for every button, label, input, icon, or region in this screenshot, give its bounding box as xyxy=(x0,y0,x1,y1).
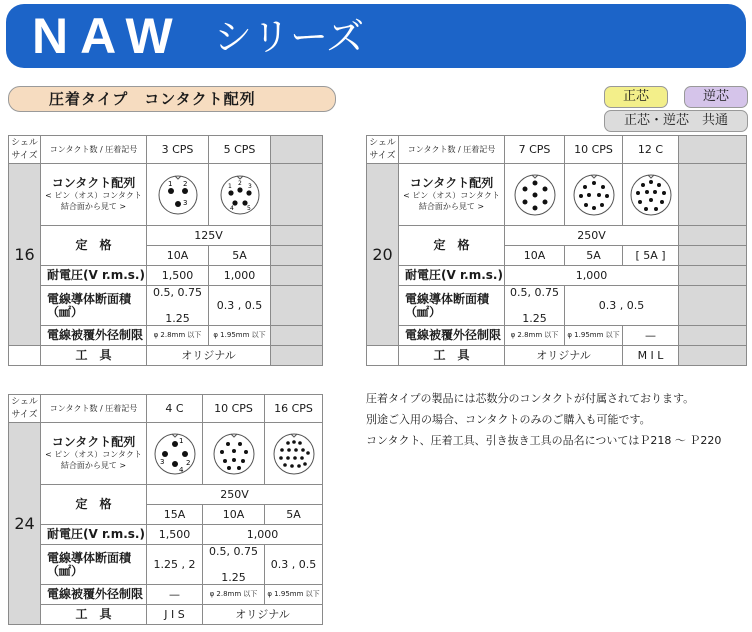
section-title: 圧着タイプ コンタクト配列 xyxy=(8,86,336,112)
pin-diagram-10cps xyxy=(565,164,623,226)
svg-text:3: 3 xyxy=(159,457,164,466)
svg-text:2: 2 xyxy=(182,179,187,188)
tool-value: オリジナル xyxy=(203,605,323,625)
pin-diagram-5cps xyxy=(209,164,271,226)
note-line-3: コンタクト、圧着工具、引き抜き工具の品名についてはＰ218 ～ Ｐ220 xyxy=(366,434,722,447)
outer-label: 電線被覆外径制限 xyxy=(399,326,505,346)
voltage-label: 耐電圧(V r.m.s.) xyxy=(41,525,147,545)
col-10cps: 10 CPS xyxy=(203,395,265,423)
rating-current: 5A xyxy=(565,246,623,266)
col-12c: 12 C xyxy=(623,136,679,164)
outer-value: φ 1.95mm 以下 xyxy=(565,326,623,346)
table-size-20: シェル サイズ コンタクト数 / 圧着記号 7 CPS 10 CPS 12 C 20 コンタクト配列 < ピン（オス）コンタクト 結合面から見て > 定 格 250V 10A 5A [ 5A ] 耐電圧(V r.m.s.) 1,000 電線導体断面積（㎟） 0.5, 0.75 1.25 0.3 , 0.5 電線被覆外径制限 φ 2.8mm 以下 φ 1.95mm 以下 — 工 具 オリジナル M I L xyxy=(366,135,747,366)
legend-gyakushin: 逆芯 xyxy=(684,86,748,108)
series-suffix: シリーズ xyxy=(214,15,365,59)
tool-label: 工 具 xyxy=(399,346,505,366)
voltage-value: 1,000 xyxy=(203,525,323,545)
svg-text:1: 1 xyxy=(227,182,232,190)
col-16cps: 16 CPS xyxy=(265,395,323,423)
rating-label: 定 格 xyxy=(41,485,147,525)
shell-size-header: シェル サイズ xyxy=(9,136,41,164)
svg-text:2: 2 xyxy=(185,458,190,467)
svg-text:3: 3 xyxy=(247,182,252,190)
cross-value: 0.5, 0.75 1.25 xyxy=(203,545,265,585)
voltage-label: 耐電圧(V r.m.s.) xyxy=(41,266,147,286)
outer-value: φ 2.8mm 以下 xyxy=(505,326,565,346)
cross-value: 1.25 , 2 xyxy=(147,545,203,585)
rating-label: 定 格 xyxy=(41,226,147,266)
voltage-label: 耐電圧(V r.m.s.) xyxy=(399,266,505,286)
contact-header: コンタクト数 / 圧着記号 xyxy=(41,395,147,423)
outer-value: φ 1.95mm 以下 xyxy=(265,585,323,605)
col-3cps: 3 CPS xyxy=(147,136,209,164)
size-16: 16 xyxy=(9,164,41,346)
rating-current: 5A xyxy=(265,505,323,525)
voltage-value: 1,000 xyxy=(209,266,271,286)
rating-current: 10A xyxy=(147,246,209,266)
outer-value: φ 1.95mm 以下 xyxy=(209,326,271,346)
pin-diagram-3cps xyxy=(147,164,209,226)
arrangement-label: コンタクト配列 < ピン（オス）コンタクト 結合面から見て > xyxy=(41,164,147,226)
contact-header: コンタクト数 / 圧着記号 xyxy=(41,136,147,164)
table-size-16 xyxy=(8,135,323,366)
rating-current: 10A xyxy=(203,505,265,525)
cross-value: 0.5, 0.75 1.25 xyxy=(147,286,209,326)
pin-diagram-7cps xyxy=(505,164,565,226)
voltage-value: 1,500 xyxy=(147,525,203,545)
note-line-2: 別途ご入用の場合、コンタクトのみのご購入も可能です。 xyxy=(366,413,651,426)
note-line-1: 圧着タイプの製品には芯数分のコンタクトが付属されております。 xyxy=(366,392,695,405)
cross-label: 電線導体断面積（㎟） xyxy=(41,545,147,585)
rating-voltage: 125V xyxy=(147,226,271,246)
cross-value: 0.3 , 0.5 xyxy=(265,545,323,585)
svg-text:5: 5 xyxy=(246,204,251,212)
rating-current: [ 5A ] xyxy=(623,246,679,266)
table-size-24: シェル サイズ コンタクト数 / 圧着記号 4 C 10 CPS 16 CPS 24 コンタクト配列 < ピン（オス）コンタクト 結合面から見て > 1 2 3 4 定 格 250V 15A 10A 5A 耐電圧(V r.m.s.) 1,500 1,000 電線導体断面積（㎟） 1.25 , 2 0.5, 0.75 1.25 0.3 , 0.5 電線被覆外径制限 — φ 2.8mm 以下 φ 1.95mm 以下 工 具 J I S オリジナル xyxy=(8,394,323,625)
tool-value: オリジナル xyxy=(147,346,271,366)
rating-voltage: 250V xyxy=(505,226,679,246)
rating-current: 15A xyxy=(147,505,203,525)
outer-label: 電線被覆外径制限 xyxy=(41,585,147,605)
svg-text:2: 2 xyxy=(237,179,242,187)
svg-text:4: 4 xyxy=(229,204,234,212)
svg-text:1: 1 xyxy=(167,179,172,188)
pin-diagram-4c xyxy=(147,423,203,485)
pin-diagram-12c xyxy=(623,164,679,226)
rating-voltage: 250V xyxy=(147,485,323,505)
tool-value: J I S xyxy=(147,605,203,625)
outer-label: 電線被覆外径制限 xyxy=(41,326,147,346)
col-7cps: 7 CPS xyxy=(505,136,565,164)
outer-value: φ 2.8mm 以下 xyxy=(203,585,265,605)
size-24: 24 xyxy=(9,423,41,625)
outer-value: — xyxy=(147,585,203,605)
tool-label: 工 具 xyxy=(41,346,147,366)
svg-text:3: 3 xyxy=(182,198,187,207)
cross-value: 0.5, 0.75 1.25 xyxy=(505,286,565,326)
series-name: NAW xyxy=(32,8,185,64)
voltage-value: 1,500 xyxy=(147,266,209,286)
rating-current: 10A xyxy=(505,246,565,266)
outer-value: — xyxy=(623,326,679,346)
blank-cell xyxy=(271,136,323,164)
tool-value: M I L xyxy=(623,346,679,366)
outer-value: φ 2.8mm 以下 xyxy=(147,326,209,346)
title-banner xyxy=(6,4,746,68)
rating-label: 定 格 xyxy=(399,226,505,266)
legend-common: 正芯・逆芯 共通 xyxy=(604,110,748,132)
svg-text:1: 1 xyxy=(178,436,183,445)
tool-value: オリジナル xyxy=(505,346,623,366)
tool-label: 工 具 xyxy=(41,605,147,625)
col-5cps: 5 CPS xyxy=(209,136,271,164)
cross-value: 0.3 , 0.5 xyxy=(565,286,679,326)
pin-diagram-10cps xyxy=(203,423,265,485)
size-20: 20 xyxy=(367,164,399,346)
rating-current: 5A xyxy=(209,246,271,266)
legend-seishin: 正芯 xyxy=(604,86,668,108)
pin-diagram-16cps xyxy=(265,423,323,485)
cross-value: 0.3 , 0.5 xyxy=(209,286,271,326)
cross-label: 電線導体断面積（㎟） xyxy=(41,286,147,326)
col-10cps: 10 CPS xyxy=(565,136,623,164)
col-4c: 4 C xyxy=(147,395,203,423)
voltage-value: 1,000 xyxy=(505,266,679,286)
cross-label: 電線導体断面積（㎟） xyxy=(399,286,505,326)
svg-text:4: 4 xyxy=(178,465,183,474)
contact-header: コンタクト数 / 圧着記号 xyxy=(399,136,505,164)
